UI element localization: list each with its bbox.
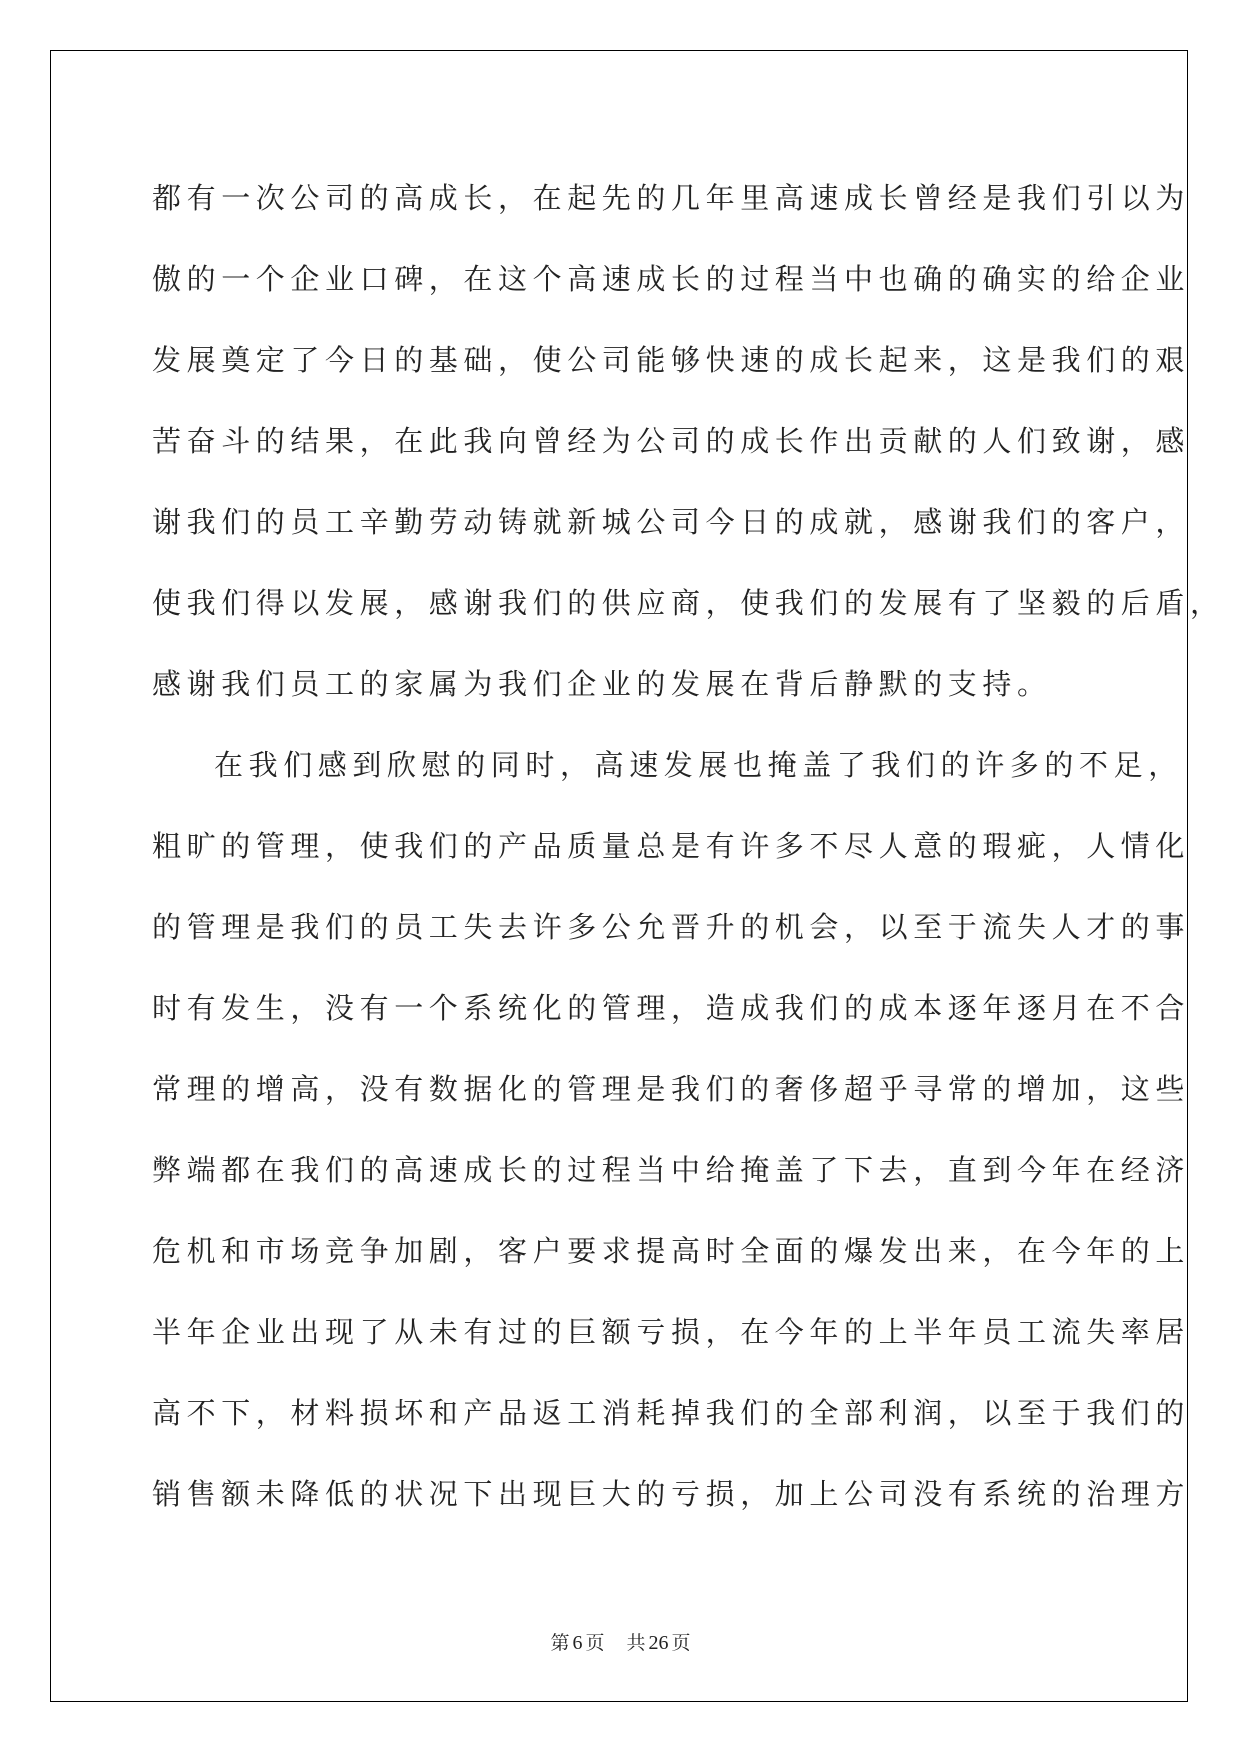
total-suffix: 页 — [671, 1632, 691, 1654]
page-prefix: 第 — [550, 1632, 570, 1654]
text-line: 粗旷的管理，使我们的产品质量总是有许多不尽人意的瑕疵，人情化 — [152, 829, 1191, 863]
text-line: 危机和市场竞争加剧，客户要求提高时全面的爆发出来，在今年的上 — [152, 1234, 1191, 1268]
page-footer — [0, 1628, 1241, 1655]
text-line: 时有发生，没有一个系统化的管理，造成我们的成本逐年逐月在不合 — [152, 991, 1191, 1025]
current-page-number: 6 — [572, 1632, 583, 1654]
total-pages-number: 26 — [648, 1632, 669, 1654]
text-line: 谢我们的员工辛勤劳动铸就新城公司今日的成就，感谢我们的客户， — [152, 505, 1191, 539]
total-prefix: 共 — [626, 1632, 646, 1654]
text-line: 使我们得以发展，感谢我们的供应商，使我们的发展有了坚毅的后盾， — [152, 586, 1225, 620]
text-line: 销售额未降低的状况下出现巨大的亏损，加上公司没有系统的治理方 — [152, 1477, 1191, 1511]
text-line: 半年企业出现了从未有过的巨额亏损，在今年的上半年员工流失率居 — [152, 1315, 1191, 1349]
text-line: 感谢我们员工的家属为我们企业的发展在背后静默的支持。 — [152, 667, 1052, 701]
text-line: 弊端都在我们的高速成长的过程当中给掩盖了下去，直到今年在经济 — [152, 1153, 1191, 1187]
text-line: 都有一次公司的高成长，在起先的几年里高速成长曾经是我们引以为 — [152, 181, 1191, 215]
paragraph-start-line: 在我们感到欣慰的同时，高速发展也掩盖了我们的许多的不足， — [214, 748, 1183, 782]
page-suffix: 页 — [585, 1632, 605, 1654]
text-line: 常理的增高，没有数据化的管理是我们的奢侈超乎寻常的增加，这些 — [152, 1072, 1191, 1106]
text-line: 的管理是我们的员工失去许多公允晋升的机会，以至于流失人才的事 — [152, 910, 1191, 944]
text-line: 苦奋斗的结果，在此我向曾经为公司的成长作出贡献的人们致谢，感 — [152, 424, 1191, 458]
text-line: 发展奠定了今日的基础，使公司能够快速的成长起来，这是我们的艰 — [152, 343, 1191, 377]
text-line: 傲的一个企业口碑，在这个高速成长的过程当中也确的确实的给企业 — [152, 262, 1191, 296]
body-text — [152, 158, 1225, 1535]
text-line: 高不下，材料损坏和产品返工消耗掉我们的全部利润，以至于我们的 — [152, 1396, 1191, 1430]
